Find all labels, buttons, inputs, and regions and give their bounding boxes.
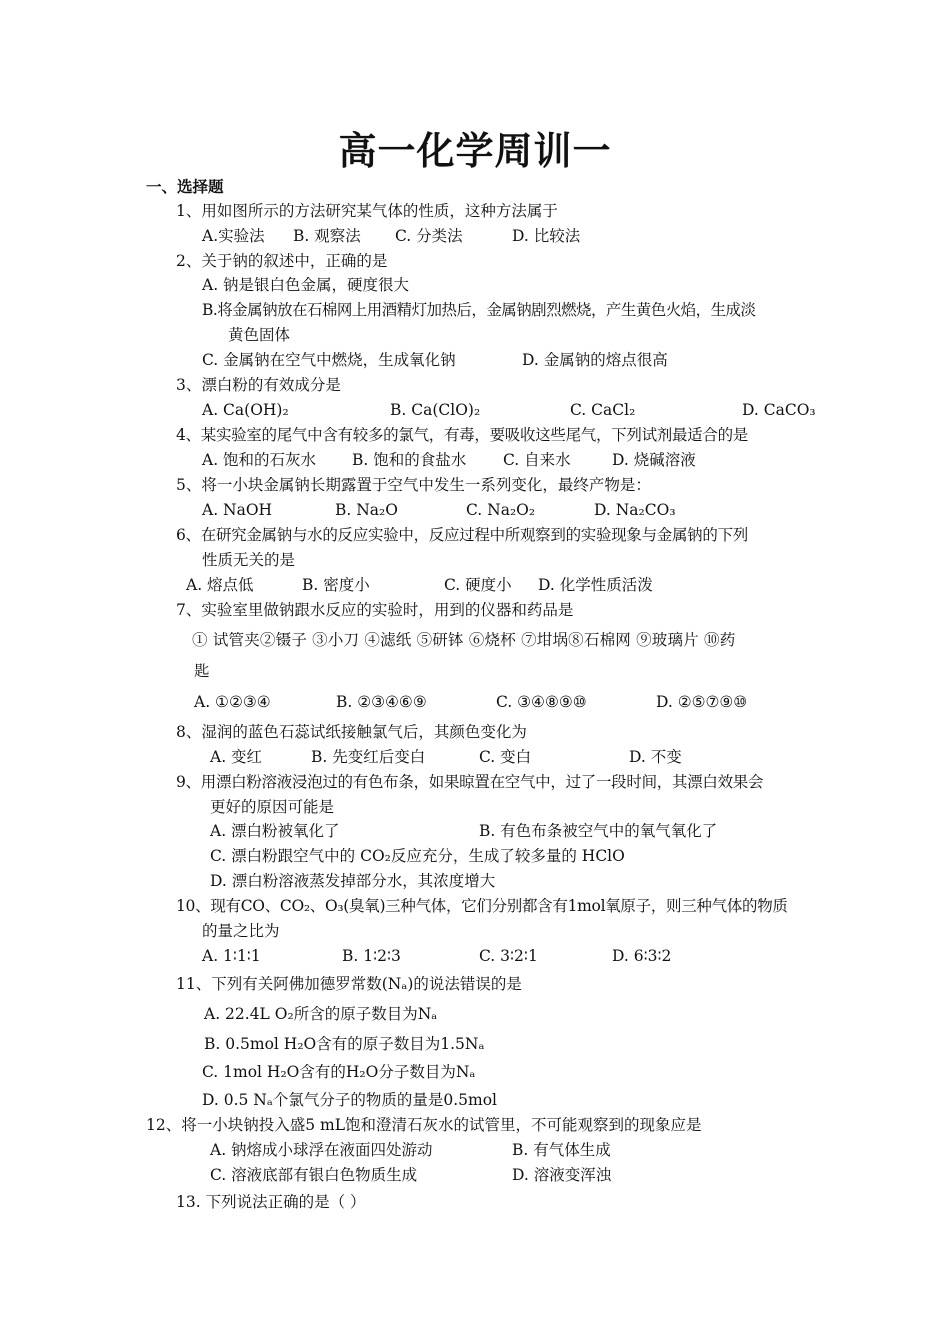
q3-option-b: B. Ca(ClO)₂	[390, 401, 481, 419]
q7-items: ① 试管夹②镊子 ③小刀 ④滤纸 ⑤研钵 ⑥烧杯 ⑦坩埚⑧石棉网 ⑨玻璃片 ⑩药	[192, 631, 736, 649]
page-title: 高一化学周训一	[338, 128, 612, 173]
q10-option-b: B. 1∶2∶3	[342, 947, 401, 965]
q6-option-b: B. 密度小	[302, 576, 370, 594]
q7-option-b: B. ②③④⑥⑨	[336, 693, 427, 711]
q11-option-c: C. 1mol H₂O含有的H₂O分子数目为Nₐ	[202, 1063, 476, 1081]
q1-option-a: A.实验法	[202, 227, 265, 245]
q1-option-d: D. 比较法	[512, 227, 581, 245]
q2-option-b: B.将金属钠放在石棉网上用酒精灯加热后，金属钠剧烈燃烧，产生黄色火焰，生成淡	[202, 301, 756, 319]
q7-option-d: D. ②⑤⑦⑨⑩	[656, 693, 748, 711]
q11-option-d: D. 0.5 Nₐ个氯气分子的物质的量是0.5mol	[202, 1091, 497, 1109]
q6-option-c: C. 硬度小	[444, 576, 512, 594]
q10-option-a: A. 1∶1∶1	[202, 947, 261, 965]
q8-stem: 8、湿润的蓝色石蕊试纸接触氯气后，其颜色变化为	[176, 723, 527, 741]
q10-option-c: C. 3∶2∶1	[479, 947, 538, 965]
q9-option-a: A. 漂白粉被氧化了	[210, 822, 340, 840]
q2-stem: 2、关于钠的叙述中，正确的是	[176, 252, 388, 270]
q7-items-cont: 匙	[194, 662, 210, 680]
q1-stem: 1、用如图所示的方法研究某气体的性质，这种方法属于	[176, 202, 558, 220]
q9-stem-cont: 更好的原因可能是	[210, 798, 335, 816]
q4-option-d: D. 烧碱溶液	[612, 451, 696, 469]
q9-option-b: B. 有色布条被空气中的氧气氧化了	[479, 822, 718, 840]
q6-option-d: D. 化学性质活泼	[538, 576, 653, 594]
q5-option-d: D. Na₂CO₃	[594, 501, 676, 519]
q5-option-b: B. Na₂O	[335, 501, 398, 519]
q6-stem: 6、在研究金属钠与水的反应实验中，反应过程中所观察到的实验现象与金属钠的下列	[176, 526, 748, 544]
section-heading: 一、选择题	[146, 177, 224, 196]
q1-option-b: B. 观察法	[293, 227, 361, 245]
q2-option-b-cont: 黄色固体	[228, 326, 291, 344]
q9-option-d: D. 漂白粉溶液蒸发掉部分水，其浓度增大	[210, 872, 496, 890]
q8-option-a: A. 变红	[210, 748, 263, 766]
q5-option-a: A. NaOH	[202, 501, 273, 519]
q13-stem: 13. 下列说法正确的是（ ）	[176, 1193, 366, 1211]
q12-option-a: A. 钠熔成小球浮在液面四处游动	[210, 1141, 433, 1159]
q9-stem: 9、用漂白粉溶液浸泡过的有色布条，如果晾置在空气中，过了一段时间，其漂白效果会	[176, 773, 764, 791]
q10-option-d: D. 6∶3∶2	[612, 947, 672, 965]
q11-option-b: B. 0.5mol H₂O含有的原子数目为1.5Nₐ	[204, 1035, 485, 1053]
q12-stem: 12、将一小块钠投入盛5 mL饱和澄清石灰水的试管里，不可能观察到的现象应是	[146, 1116, 702, 1134]
q1-option-c: C. 分类法	[395, 227, 463, 245]
q3-option-d: D. CaCO₃	[742, 401, 816, 419]
q8-option-d: D. 不变	[629, 748, 682, 766]
q6-stem-cont: 性质无关的是	[202, 551, 296, 569]
q2-option-d: D. 金属钠的熔点很高	[522, 351, 668, 369]
q10-stem: 10、现有CO、CO₂、O₃(臭氧)三种气体，它们分别都含有1mol氧原子，则三种气体的物质	[176, 897, 788, 915]
q5-stem: 5、将一小块金属钠长期露置于空气中发生一系列变化，最终产物是：	[176, 476, 651, 494]
q9-option-c: C. 漂白粉跟空气中的 CO₂反应充分，生成了较多量的 HClO	[210, 847, 625, 865]
q3-stem: 3、漂白粉的有效成分是	[176, 376, 341, 394]
q3-option-a: A. Ca(OH)₂	[202, 401, 289, 419]
q2-option-a: A. 钠是银白色金属，硬度很大	[202, 276, 410, 294]
q7-option-c: C. ③④⑧⑨⑩	[496, 693, 587, 711]
q10-stem-cont: 的量之比为	[202, 922, 280, 940]
q4-option-b: B. 饱和的食盐水	[352, 451, 467, 469]
q12-option-c: C. 溶液底部有银白色物质生成	[210, 1166, 418, 1184]
q8-option-c: C. 变白	[479, 748, 532, 766]
q11-option-a: A. 22.4L O₂所含的原子数目为Nₐ	[204, 1005, 438, 1023]
q12-option-b: B. 有气体生成	[512, 1141, 611, 1159]
q4-option-c: C. 自来水	[503, 451, 571, 469]
q3-option-c: C. CaCl₂	[570, 401, 636, 419]
q12-option-d: D. 溶液变浑浊	[512, 1166, 612, 1184]
q2-option-c: C. 金属钠在空气中燃烧，生成氧化钠	[202, 351, 456, 369]
q6-option-a: A. 熔点低	[186, 576, 254, 594]
q4-option-a: A. 饱和的石灰水	[202, 451, 317, 469]
q7-stem: 7、实验室里做钠跟水反应的实验时，用到的仪器和药品是	[176, 601, 574, 619]
q7-option-a: A. ①②③④	[194, 693, 271, 711]
q8-option-b: B. 先变红后变白	[311, 748, 426, 766]
q5-option-c: C. Na₂O₂	[466, 501, 536, 519]
q4-stem: 4、某实验室的尾气中含有较多的氯气，有毒，要吸收这些尾气，下列试剂最适合的是	[176, 426, 748, 444]
q11-stem: 11、下列有关阿佛加德罗常数(Nₐ)的说法错误的是	[176, 975, 522, 993]
